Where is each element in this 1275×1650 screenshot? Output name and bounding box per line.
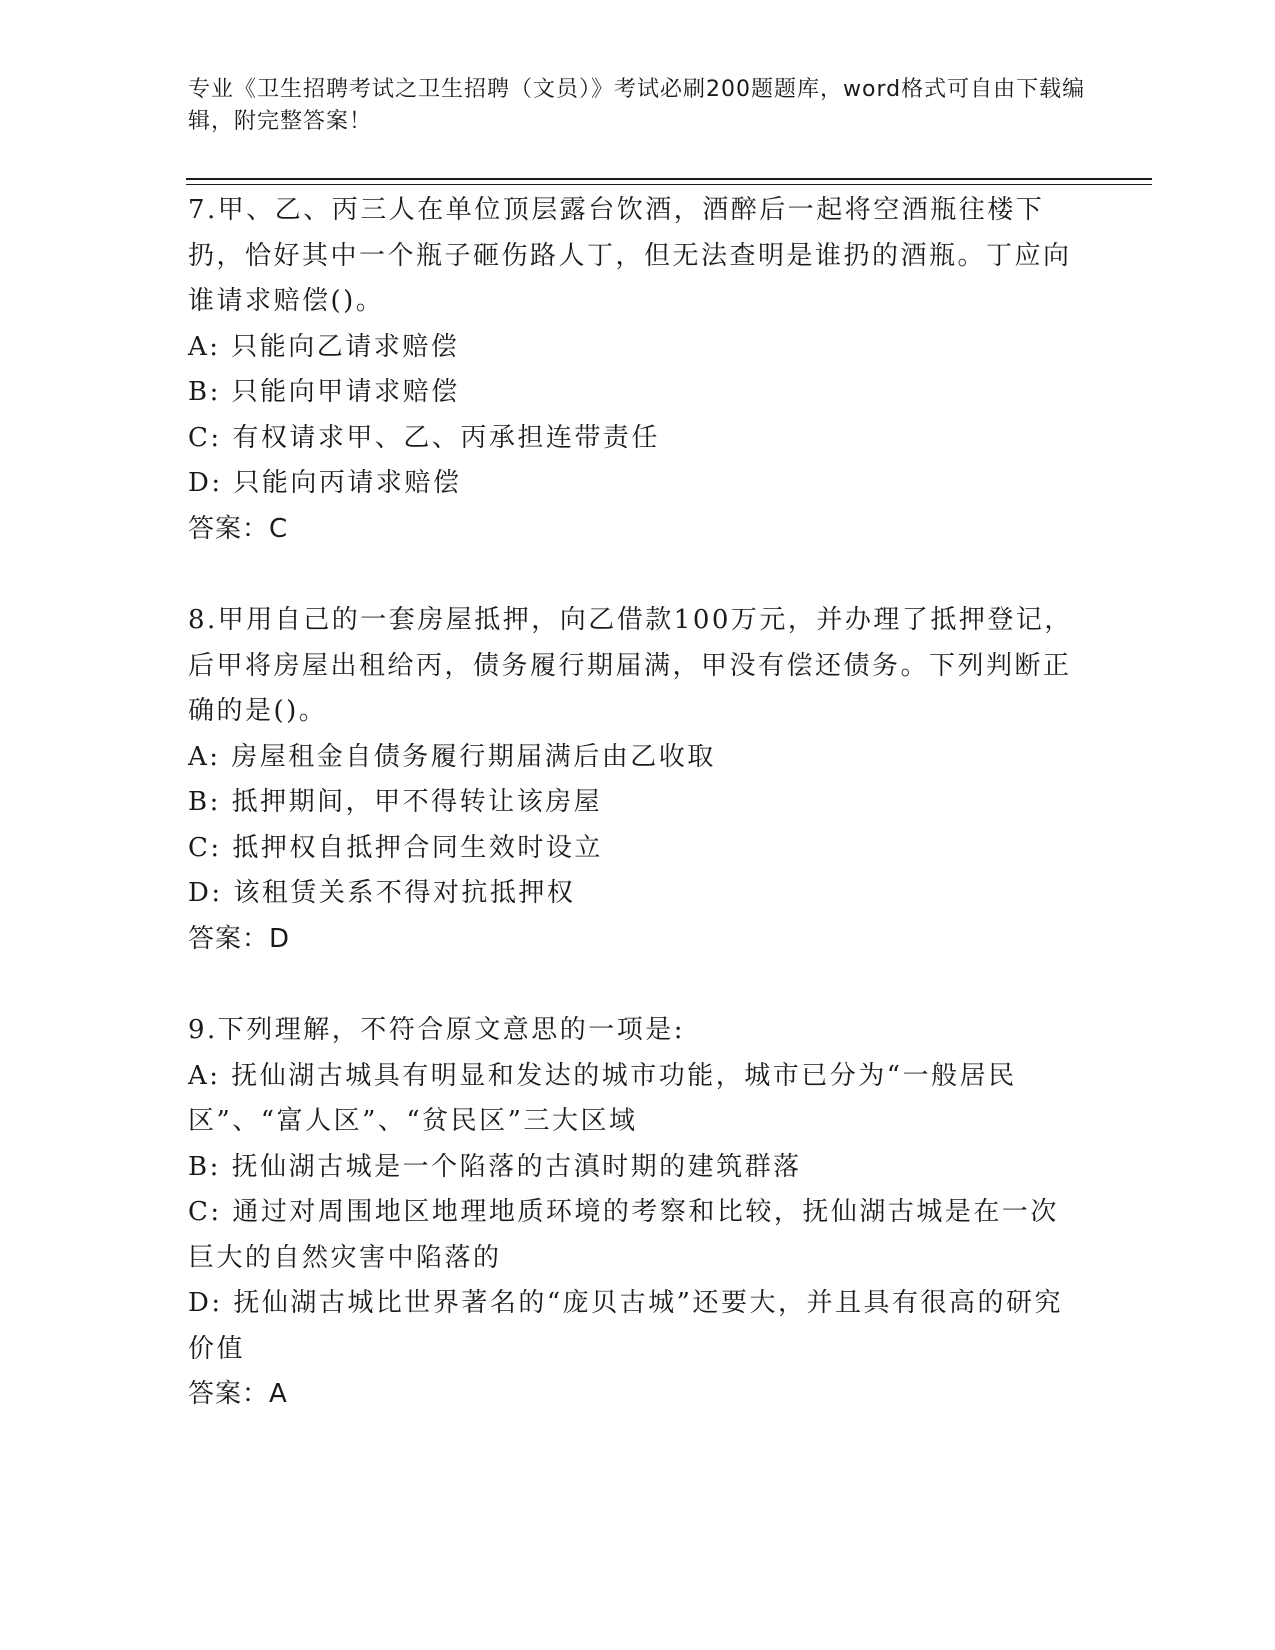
option-a: A: 只能向乙请求赔偿 bbox=[188, 331, 460, 362]
question-list bbox=[188, 188, 1078, 1464]
header-divider-thin bbox=[186, 184, 1152, 185]
option-a: A: 抚仙湖古城具有明显和发达的城市功能，城市已分为“一般居民区”、“富人区”、“贫民区”三大区域 bbox=[188, 1060, 1017, 1136]
option-b: B: 抚仙湖古城是一个陷落的古滇时期的建筑群落 bbox=[188, 1151, 802, 1182]
question-8 bbox=[188, 598, 1078, 962]
question-stem: 9.下列理解，不符合原文意思的一项是: bbox=[188, 1015, 686, 1045]
answer-line: 答案：C bbox=[188, 513, 289, 544]
question-9 bbox=[188, 1008, 1078, 1418]
option-b: B: 抵押期间，甲不得转让该房屋 bbox=[188, 787, 603, 817]
option-c: C: 抵押权自抵押合同生效时设立 bbox=[188, 832, 603, 863]
answer-line: 答案：A bbox=[188, 1379, 288, 1409]
option-d: D: 抚仙湖古城比世界著名的“庞贝古城”还要大，并且具有很高的研究价值 bbox=[188, 1288, 1063, 1364]
document-header: 专业《卫生招聘考试之卫生招聘（文员）》考试必刷200题题库，word格式可自由下载编辑，附完整答案！ bbox=[188, 77, 1086, 134]
option-b: B: 只能向甲请求赔偿 bbox=[188, 377, 460, 407]
option-d: D: 该租赁关系不得对抗抵押权 bbox=[188, 878, 576, 908]
option-a: A: 房屋租金自债务履行期届满后由乙收取 bbox=[188, 741, 716, 772]
question-stem: 8.甲用自己的一套房屋抵押，向乙借款100万元，并办理了抵押登记，后甲将房屋出租给丙，债务履行期届满，甲没有偿还债务。下列判断正确的是()。 bbox=[188, 605, 1073, 726]
question-stem: 7.甲、乙、丙三人在单位顶层露台饮酒，酒醉后一起将空酒瓶往楼下扔，恰好其中一个瓶子砸伤路人丁，但无法查明是谁扔的酒瓶。丁应向谁请求赔偿()。 bbox=[188, 195, 1072, 316]
option-c: C: 通过对周围地区地理地质环境的考察和比较，抚仙湖古城是在一次巨大的自然灾害中陷落的 bbox=[188, 1197, 1059, 1273]
header-divider-thick bbox=[186, 178, 1152, 180]
option-d: D: 只能向丙请求赔偿 bbox=[188, 468, 462, 498]
option-c: C: 有权请求甲、乙、丙承担连带责任 bbox=[188, 422, 660, 453]
question-7 bbox=[188, 188, 1078, 552]
answer-line: 答案：D bbox=[188, 923, 291, 954]
